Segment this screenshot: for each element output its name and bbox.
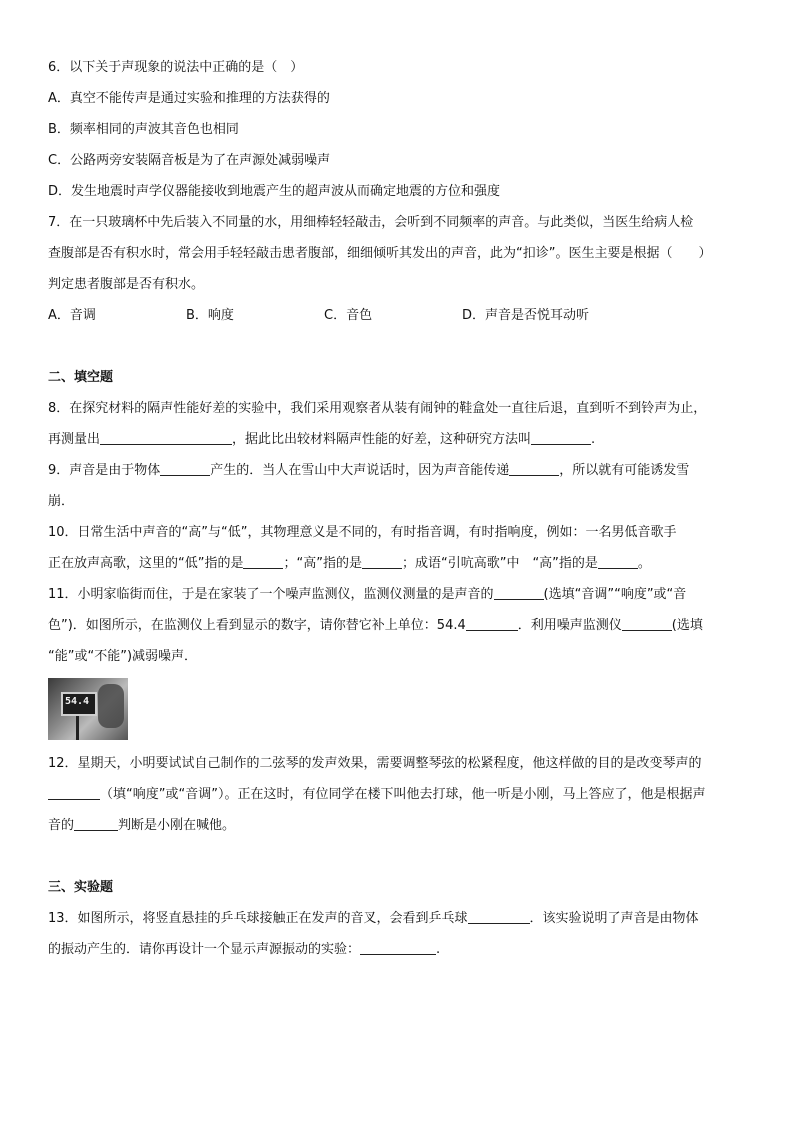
q6-option-c: C．公路两旁安装隔音板是为了在声源处减弱噪声 — [48, 153, 331, 168]
monitor-screen — [61, 692, 97, 716]
q8-line-2 — [48, 424, 768, 455]
q12-line-2 — [48, 779, 768, 810]
q11-text-b: (选填“音调”“响度”或“音 — [543, 587, 687, 602]
q7-option-a: A．音调 — [48, 308, 96, 323]
q13-text-a: 13．如图所示，将竖直悬挂的乒乓球接触正在发声的音叉，会看到乒乓球 — [48, 911, 468, 926]
q10-blank-1[interactable] — [243, 553, 283, 569]
q13-text-b: ．该实验说明了声音是由物体 — [529, 911, 699, 926]
q8-line-1: 8．在探究材料的隔声性能好差的实验中，我们采用观察者从装有闹钟的鞋盒处一直往后退，直到听不到铃声为止， — [48, 401, 707, 416]
q11-line-3: “能”或“不能”)减弱噪声． — [48, 649, 198, 664]
q9-blank-1[interactable] — [160, 460, 210, 476]
q9-line-1 — [48, 455, 768, 486]
q8-blank-1[interactable] — [100, 429, 232, 445]
tree-shape — [98, 684, 124, 728]
q10-line-1: 10．日常生活中声音的“高”与“低”，其物理意义是不同的，有时指音调，有时指响度，例如：一名男低音歌手 — [48, 525, 677, 540]
q7-option-d: D．声音是否悦耳动听 — [462, 308, 590, 323]
q10-text-a: 正在放声高歌，这里的“低”指的是 — [48, 556, 244, 571]
q13-blank-2[interactable] — [360, 939, 436, 955]
worksheet-page — [48, 52, 768, 965]
section-heading-fill-in: 二、填空题 — [48, 370, 114, 385]
q11-blank-1[interactable] — [494, 584, 544, 600]
q11-text-a2: 色”)．如图所示，在监测仪上看到显示的数字，请你替它补上单位：54.4 — [48, 618, 466, 633]
q9-text-a: 9．声音是由于物体 — [48, 463, 161, 478]
q10-blank-2[interactable] — [362, 553, 402, 569]
spacer — [48, 841, 768, 872]
q12-blank-2[interactable] — [74, 815, 118, 831]
q10-text-d: 。 — [637, 556, 651, 571]
q11-text-c2: (选填 — [671, 618, 703, 633]
q7-option-b: B．响度 — [186, 308, 234, 323]
q8-blank-2[interactable] — [531, 429, 591, 445]
q7-option-c: C．音色 — [324, 308, 373, 323]
q13-text-c: 的振动产生的．请你再设计一个显示声源振动的实验： — [48, 942, 361, 957]
q12-line-3 — [48, 810, 768, 841]
q6-option-b: B．频率相同的声波其音色也相同 — [48, 122, 239, 137]
noise-monitor-photo — [48, 678, 128, 740]
q10-text-c: ；成语“引吭高歌”中 “高”指的是 — [401, 556, 598, 571]
q8-text-c: . — [591, 432, 596, 447]
q7-options — [48, 300, 768, 331]
q9-text-b: 产生的．当人在雪山中大声说话时，因为声音能传递 — [210, 463, 510, 478]
q7-line-1: 7．在一只玻璃杯中先后装入不同量的水，用细棒轻轻敲击，会听到不同频率的声音。与此类似，当医生给病人检 — [48, 215, 694, 230]
q13-line-2 — [48, 934, 768, 965]
q12-text-c: 判断是小刚在喊他。 — [118, 818, 236, 833]
q13-blank-1[interactable] — [468, 908, 530, 924]
monitor-pole — [76, 716, 79, 740]
q11-line-2 — [48, 610, 768, 641]
q10-line-2 — [48, 548, 768, 579]
q11-blank-3[interactable] — [622, 615, 672, 631]
q6-option-a: A．真空不能传声是通过实验和推理的方法获得的 — [48, 91, 330, 106]
q11-text-a: 11．小明家临街而住，于是在家装了一个噪声监测仪，监测仪测量的是声音的 — [48, 587, 494, 602]
q6-option-d: D．发生地震时声学仪器能接收到地震产生的超声波从而确定地震的方位和强度 — [48, 184, 501, 199]
q12-text-a: （填“响度”或“音调”）。正在这时，有位同学在楼下叫他去打球，他一听是小刚，马上答应了，他是根据声 — [100, 787, 706, 802]
q12-text-b: 音的 — [48, 818, 75, 833]
spacer — [48, 331, 768, 362]
q12-blank-1[interactable] — [48, 784, 100, 800]
q7-line-2: 查腹部是否有积水时，常会用手轻轻敲击患者腹部，细细倾听其发出的声音，此为“扣诊”。医生主要是根据（ ） — [48, 246, 712, 261]
q13-text-d: . — [436, 942, 441, 957]
q8-text-b: ，据此比出较材料隔声性能的好差，这种研究方法叫 — [232, 432, 532, 447]
section-heading-experiment: 三、实验题 — [48, 880, 114, 895]
q11-line-1 — [48, 579, 768, 610]
q12-line-1: 12．星期天，小明要试试自己制作的二弦琴的发声效果，需要调整琴弦的松紧程度，他这样做的目的是改变琴声的 — [48, 756, 702, 771]
q11-text-b2: ．利用噪声监测仪 — [517, 618, 622, 633]
q6-stem: 6．以下关于声现象的说法中正确的是（ ） — [48, 60, 304, 75]
q13-line-1 — [48, 903, 768, 934]
q11-blank-2[interactable] — [466, 615, 518, 631]
q10-blank-3[interactable] — [598, 553, 638, 569]
q9-line-2: 崩． — [48, 494, 75, 509]
monitor-readout: 54.4 — [65, 696, 90, 707]
q10-text-b: ；“高”指的是 — [283, 556, 362, 571]
q8-text-a: 再测量出 — [48, 432, 101, 447]
q9-blank-2[interactable] — [509, 460, 559, 476]
q9-text-c: ，所以就有可能诱发雪 — [559, 463, 690, 478]
q7-line-3: 判定患者腹部是否有积水。 — [48, 277, 205, 292]
